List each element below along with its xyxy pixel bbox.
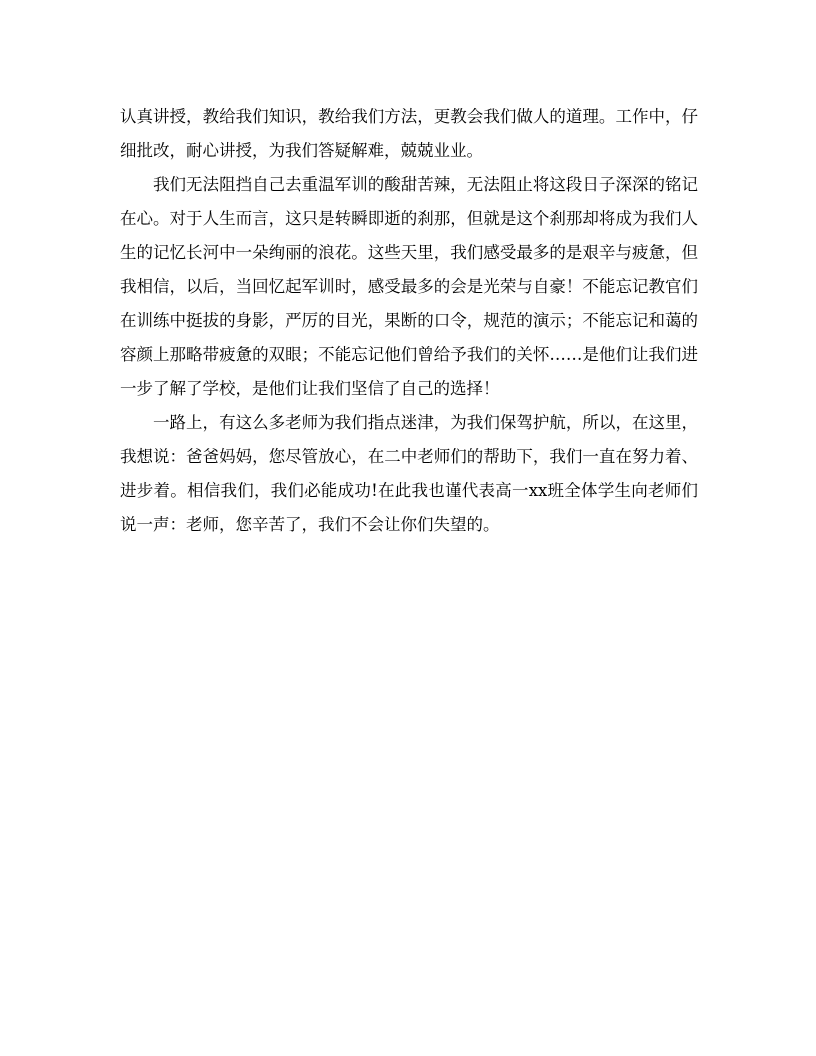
paragraph-1: 认真讲授，教给我们知识，教给我们方法，更教会我们做人的道理。工作中，仔细批改，耐心讲授，为我们答疑解难，兢兢业业。 — [120, 107, 698, 160]
paragraph-3: 一路上，有这么多老师为我们指点迷津，为我们保驾护航，所以，在这里，我想说：爸爸妈妈，您尽管放心，在二中老师们的帮助下，我们一直在努力着、进步着。相信我们，我们必能成功!在此我也谨代表高一xx班全体学生向老师们说一声：老师，您辛苦了，我们不会让你们失望的。 — [120, 413, 698, 534]
paragraph-2: 我们无法阻挡自己去重温军训的酸甜苦辣，无法阻止将这段日子深深的铭记在心。对于人生而言，这只是转瞬即逝的刹那，但就是这个刹那却将成为我们人生的记忆长河中一朵绚丽的浪花。这些天里，我们感受最多的是艰辛与疲惫，但我相信，以后，当回忆起军训时，感受最多的会是光荣与自豪！不能忘记教官们在训练中挺拔的身影，严厉的目光，果断的口令，规范的演示；不能忘记和蔼的容颜上那略带疲惫的双眼；不能忘记他们曾给予我们的关怀……是他们让我们进一步了解了学校，是他们让我们坚信了自己的选择！ — [120, 175, 698, 398]
document-body — [120, 100, 698, 542]
